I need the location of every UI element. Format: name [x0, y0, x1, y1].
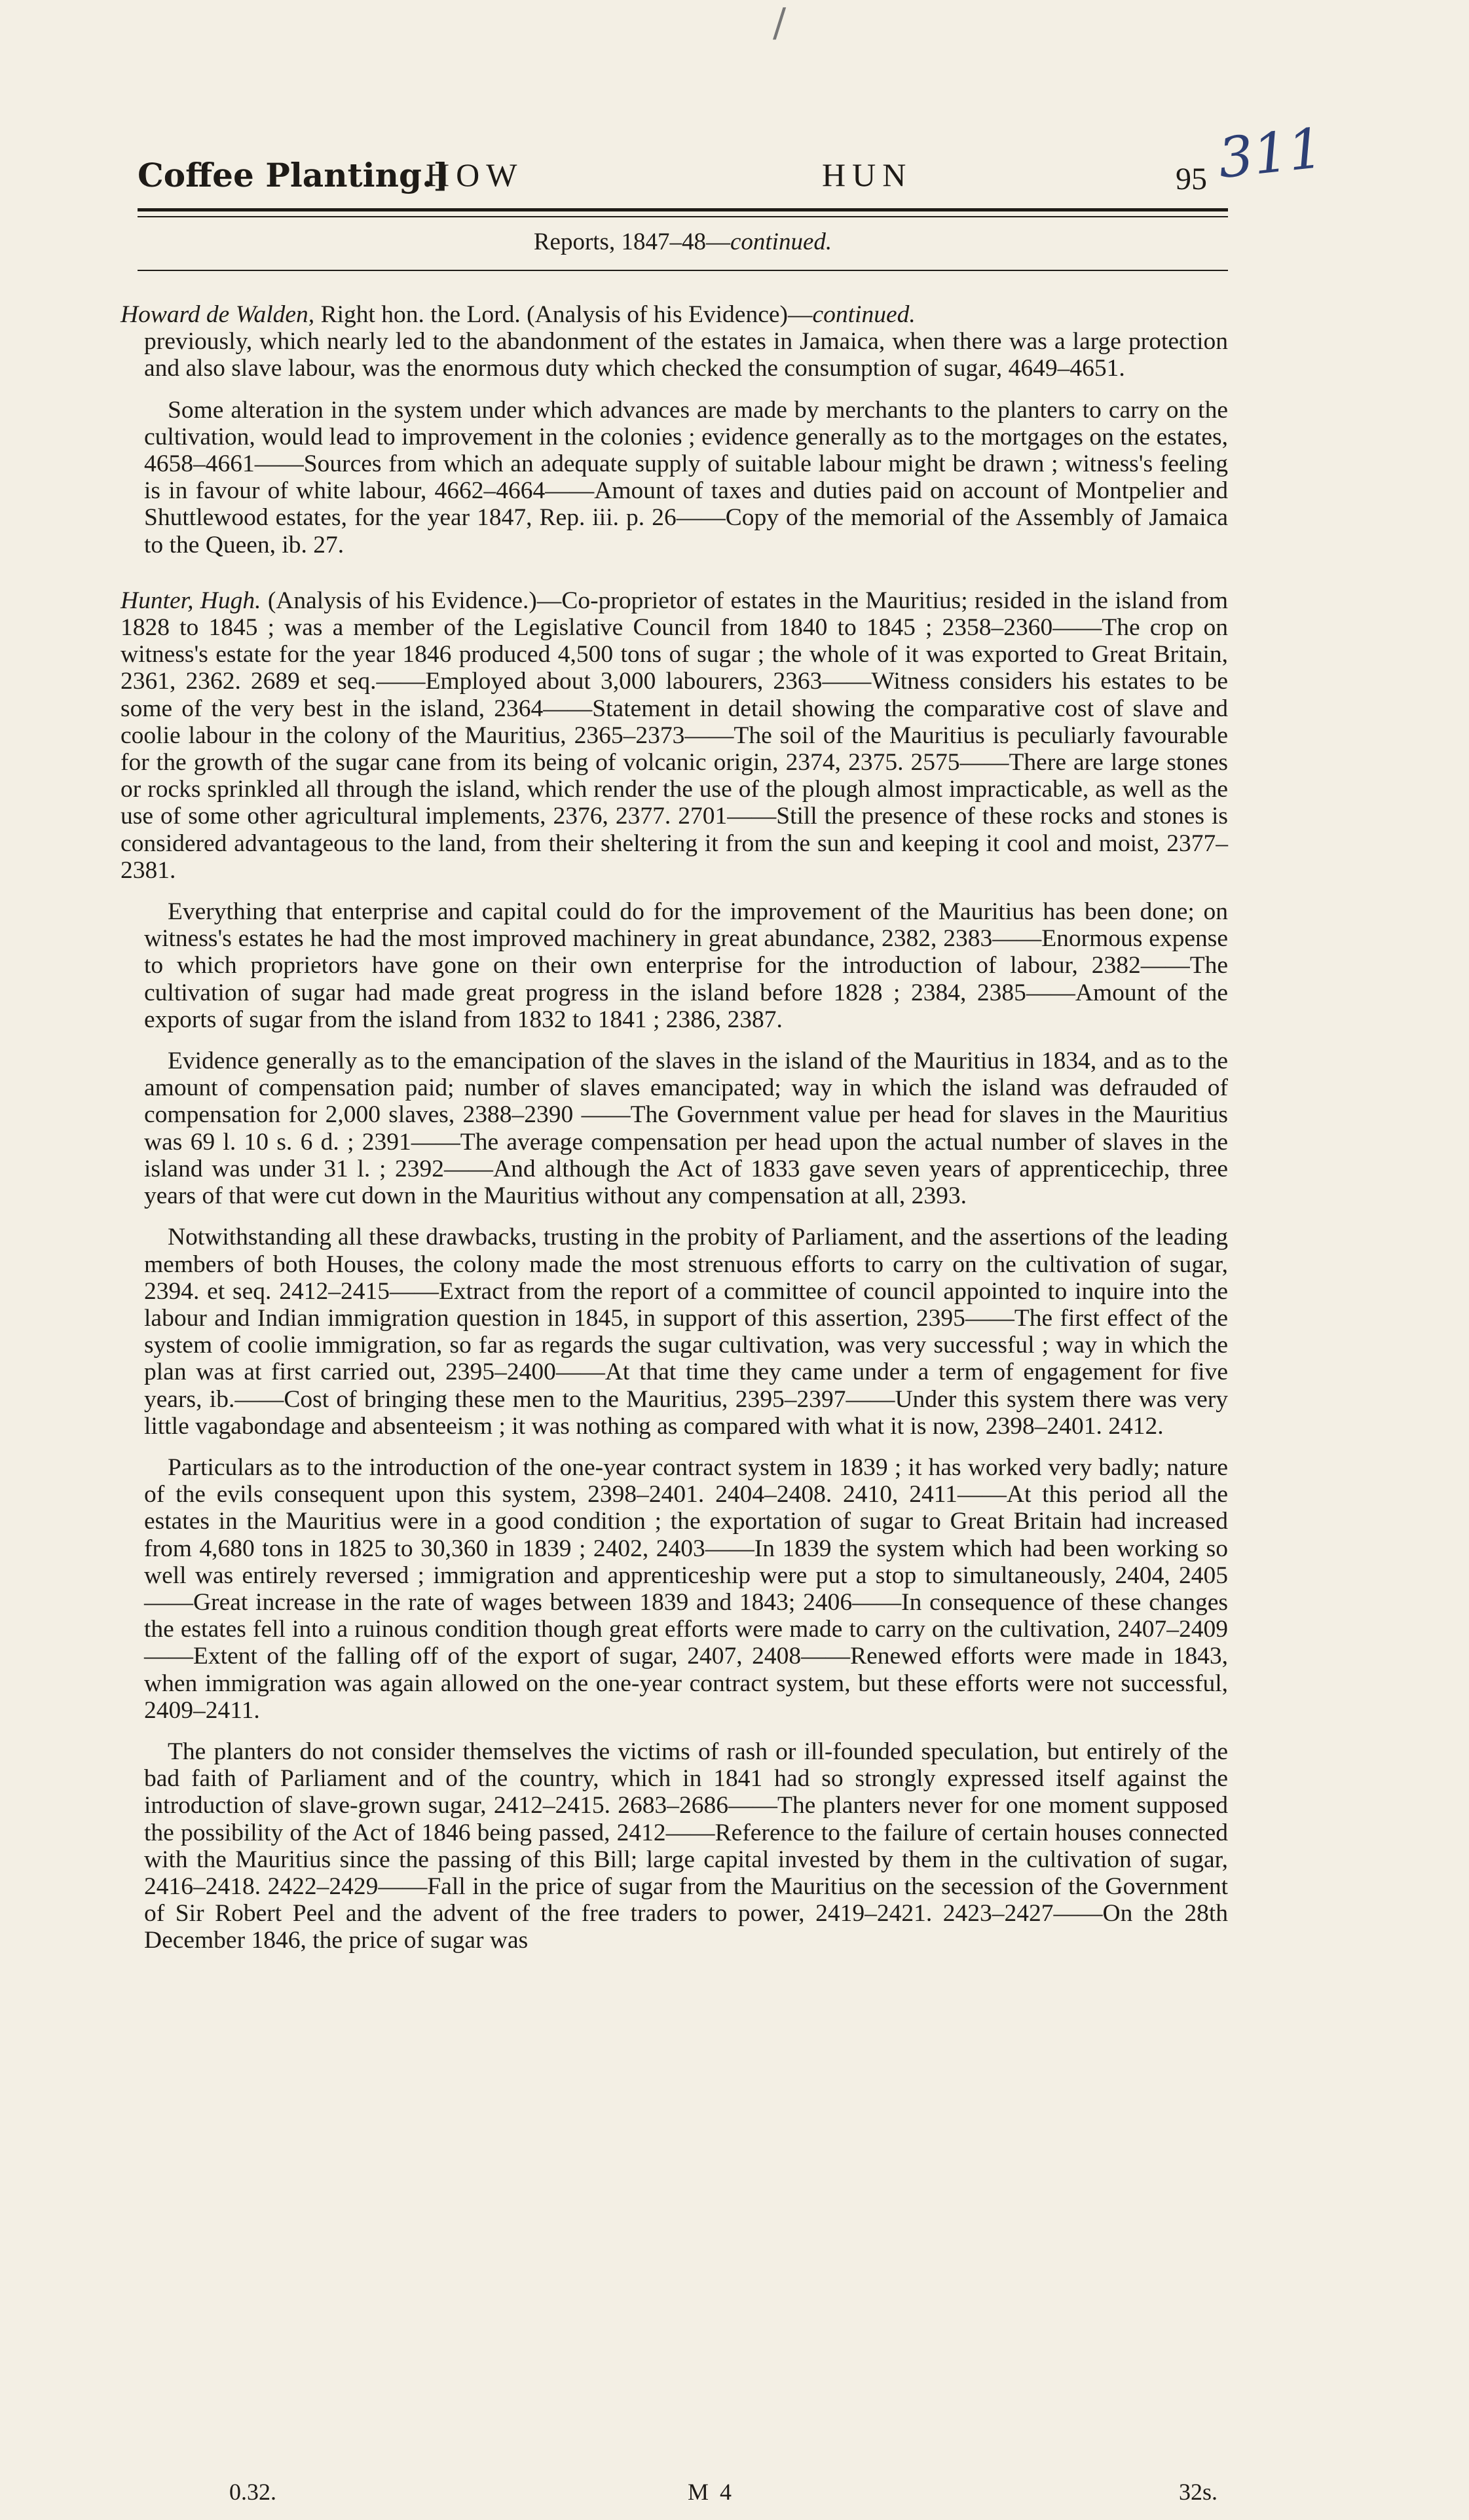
subhead-continued: continued.	[730, 228, 832, 255]
signature-mark: M 4	[688, 2479, 735, 2505]
running-head-right-word: HUN	[822, 156, 913, 193]
entry-heading	[121, 301, 1228, 328]
header-rule-thin	[138, 216, 1228, 217]
entry-paragraph: Evidence generally as to the emancipation of the slaves in the island of the Mauritius in 1834, and as to the amount of compensation paid; number of slaves emancipated; way in which the island was defrauded of compensation for 2,000 slaves, 2388–2390 ——The Government value per head for slaves in the Mauritius was 69 l. 10 s. 6 d. ; 2391——The average compensation per head upon the actual number of slaves in the island was under 31 l. ; 2392——And although the Act of 1833 gave seven years of apprenticechip, three years of that were cut down in the Mauritius without any compensation at all, 2393.	[144, 1048, 1228, 1210]
entry-heading-text: Right hon. the Lord. (Analysis of his Evidence)—	[314, 301, 813, 328]
subhead-text: Reports, 1847–48—	[533, 228, 730, 255]
entry-heading-continued: continued.	[812, 301, 916, 328]
index-body	[121, 301, 1228, 1983]
index-entry	[121, 587, 1228, 1954]
entry-paragraph: Notwithstanding all these drawbacks, trusting in the probity of Parliament, and the assertions of the leading members of both Houses, the colony made the most strenuous efforts to carry on the cultivation of sugar, 2394. et seq. 2412–2415——Extract from the report of a committee of council appointed to inquire into the labour and Indian immigration question in 1845, in support of this assertion, 2395——The first effect of the system of coolie immigration, so far as regards the sugar cultivation, was very successful ; way in which the plan was at first carried out, 2395–2400——At that time they came under a term of engagement for five years, ib.——Cost of bringing these men to the Mauritius, 2395–2397——Under this system there was very little vagabondage and absenteeism ; it was nothing as compared with what it is now, 2398–2401. 2412.	[144, 1224, 1228, 1440]
section-title: Coffee Planting.]	[138, 156, 449, 194]
entry-heading	[121, 587, 1228, 884]
entry-name: Hunter, Hugh.	[121, 587, 261, 614]
pencil-tick-mark: /	[773, 0, 787, 46]
index-entry	[121, 301, 1228, 558]
running-head	[138, 156, 1225, 208]
entry-paragraph: The planters do not consider themselves the victims of rash or ill-founded speculation, but entirely of the bad faith of Parliament and of the country, which in 1841 had so strongly expressed itself against the introduction of slave-grown sugar, 2412–2415. 2683–2686——The planters never for one moment supposed the possibility of the Act of 1846 being passed, 2412——Reference to the failure of certain houses connected with the Mauritius since the passing of this Bill; large capital invested by them in the cultivation of sugar, 2416–2418. 2422–2429——Fall in the price of sugar from the Mauritius on the secession of the Government of Sir Robert Peel and the advent of the free traders to power, 2419–2421. 2423–2427——On the 28th December 1846, the price of sugar was	[144, 1738, 1228, 1954]
subhead	[138, 228, 1228, 256]
entry-heading-text: (Analysis of his Evidence.)—Co-proprietor of estates in the Mauritius; resided in the island from 1828 to 1845 ; was a member of the Legislative Council from 1840 to 1845 ; 2358–2360——The crop on witness's estate for the year 1846 produced 4,500 tons of sugar ; the whole of it was exported to Great Britain, 2361, 2362. 2689 et seq.——Employed about 3,000 labourers, 2363——Witness considers his estates to be some of the very best in the island, 2364——Statement in detail showing the comparative cost of slave and coolie labour in the colony of the Mauritius, 2365–2373——The soil of the Mauritius is peculiarly favourable for the growth of the sugar cane from its being of volcanic origin, 2374, 2375. 2575——There are large stones or rocks sprinkled all through the island, which render the use of the plough almost impracticable, as well as the use of some other agricultural implements, 2376, 2377. 2701——Still the presence of these rocks and stones is considered advantageous to the land, from their sheltering it from the sun and keeping it cool and moist, 2377–2381.	[121, 587, 1228, 884]
entry-paragraph: previously, which nearly led to the abandonment of the estates in Jamaica, when there was a large protection and also slave labour, was the enormous duty which checked the consumption of sugar, 4649–4651.	[144, 328, 1228, 382]
entry-paragraph: Some alteration in the system under which advances are made by merchants to the planters to carry on the cultivation, would lead to improvement in the colonies ; evidence generally as to the mortgages on the estates, 4658–4661——Sources from which an adequate supply of suitable labour might be drawn ; witness's feeling is in favour of white labour, 4662–4664——Amount of taxes and duties paid on account of Montpelier and Shuttlewood estates, for the year 1847, Rep. iii. p. 26——Copy of the memorial of the Assembly of Jamaica to the Queen, ib. 27.	[144, 396, 1228, 558]
entry-paragraph: Everything that enterprise and capital could do for the improvement of the Mauritius has been done; on witness's estates he had the most improved machinery in great abundance, 2382, 2383——Enormous expense to which proprietors have gone on their own enterprise for the introduction of labour, 2382——The cultivation of sugar had made great progress in the island before 1828 ; 2384, 2385——Amount of the exports of sugar from the island from 1832 to 1841 ; 2386, 2387.	[144, 898, 1228, 1033]
handwritten-folio-number: 311	[1215, 115, 1327, 191]
page-number: 95	[1176, 162, 1207, 196]
entry-name: Howard de Walden,	[121, 301, 315, 328]
footer-shelfmark: 0.32.	[229, 2479, 276, 2505]
header-rule-thick	[138, 208, 1228, 211]
subhead-rule	[138, 270, 1228, 271]
running-head-left-word: HOW	[426, 156, 524, 193]
catchword: 32s.	[1179, 2479, 1218, 2505]
entry-paragraph: Particulars as to the introduction of the one-year contract system in 1839 ; it has worked very badly; nature of the evils consequent upon this system, 2398–2401. 2404–2408. 2410, 2411——At this period all the estates in the Mauritius were in a good condition ; the exportation of sugar to Great Britain had increased from 4,680 tons in 1825 to 30,360 in 1839 ; 2402, 2403——In 1839 the system which had been working so well was entirely reversed ; immigration and apprenticeship were put a stop to simultaneously, 2404, 2405——Great increase in the rate of wages between 1839 and 1843; 2406——In consequence of these changes the estates fell into a ruinous condition though great efforts were made to carry on the cultivation, 2407–2409——Extent of the falling off of the export of sugar, 2407, 2408——Renewed efforts were made in 1843, when immigration was again allowed on the one-year contract system, but these efforts were not successful, 2409–2411.	[144, 1453, 1228, 1724]
